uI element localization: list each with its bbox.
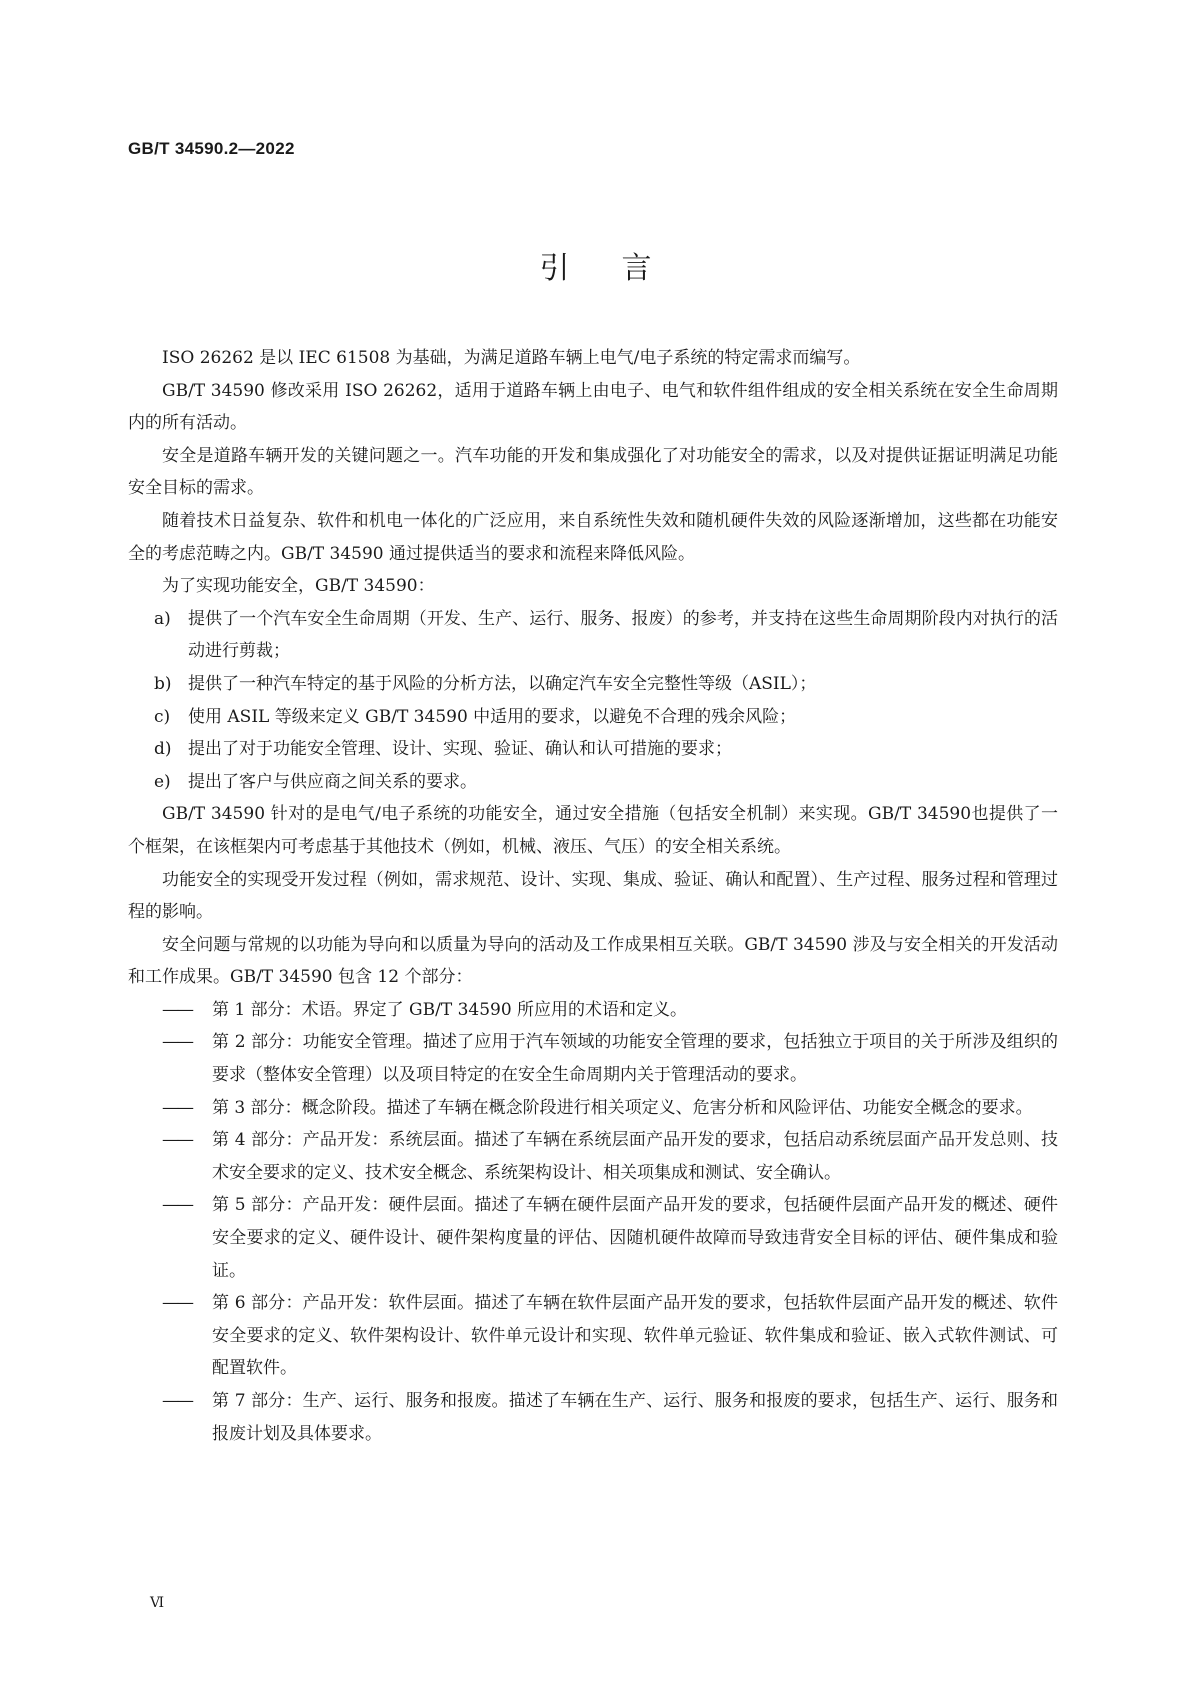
part-item	[128, 1287, 1058, 1385]
part-text: 第 7 部分：生产、运行、服务和报废。描述了车辆在生产、运行、服务和报废的要求，包括生产、运行、服务和报废计划及具体要求。	[212, 1391, 1058, 1444]
document-body	[128, 342, 1058, 1450]
list-item	[128, 668, 1058, 701]
dash-marker: ——	[162, 1130, 192, 1151]
paragraph: 安全问题与常规的以功能为导向和以质量为导向的活动及工作成果相互关联。GB/T 34590 涉及与安全相关的开发活动和工作成果。GB/T 34590 包含 12 个部分：	[128, 934, 1058, 988]
part-text: 第 4 部分：产品开发：系统层面。描述了车辆在系统层面产品开发的要求，包括启动系统层面产品开发总则、技术安全要求的定义、技术安全概念、系统架构设计、相关项集成和测试、安全确认。	[212, 1130, 1058, 1183]
document-id: GB/T 34590.2—2022	[128, 139, 295, 158]
list-label: d)	[154, 739, 172, 760]
part-text: 第 6 部分：产品开发：软件层面。描述了车辆在软件层面产品开发的要求，包括软件层面产品开发的概述、软件安全要求的定义、软件架构设计、软件单元设计和实现、软件单元验证、软件集成和验证、嵌入式软件测试、可配置软件。	[212, 1293, 1058, 1379]
paragraph: ISO 26262 是以 IEC 61508 为基础，为满足道路车辆上电气/电子系统的特定需求而编写。	[162, 348, 861, 368]
list-item	[128, 766, 1058, 799]
part-text: 第 3 部分：概念阶段。描述了车辆在概念阶段进行相关项定义、危害分析和风险评估、功能安全概念的要求。	[212, 1097, 1033, 1118]
list-text: 提出了客户与供应商之间关系的要求。	[188, 771, 477, 792]
part-text: 第 2 部分：功能安全管理。描述了应用于汽车领域的功能安全管理的要求，包括独立于项目的关于所涉及组织的要求（整体安全管理）以及项目特定的在安全生命周期内关于管理活动的要求。	[212, 1032, 1058, 1086]
list-item	[128, 603, 1058, 668]
paragraph: 随着技术日益复杂、软件和机电一体化的广泛应用，来自系统性失效和随机硬件失效的风险逐渐增加，这些都在功能安全的考虑范畴之内。GB/T 34590 通过提供适当的要求和流程来降低风险。	[128, 510, 1058, 564]
list-text: 提供了一个汽车安全生命周期（开发、生产、运行、服务、报废）的参考，并支持在这些生命周期阶段内对执行的活动进行剪裁；	[188, 608, 1058, 662]
dash-marker: ——	[162, 1293, 192, 1314]
part-text: 第 5 部分：产品开发：硬件层面。描述了车辆在硬件层面产品开发的要求，包括硬件层面产品开发的概述、硬件安全要求的定义、硬件设计、硬件架构度量的评估、因随机硬件故障而导致违背安全目标的评估、硬件集成和验证。	[212, 1195, 1058, 1281]
list-label: c)	[154, 706, 171, 727]
paragraph: GB/T 34590 针对的是电气/电子系统的功能安全，通过安全措施（包括安全机制）来实现。GB/T 34590也提供了一个框架，在该框架内可考虑基于其他技术（例如，机械、液压、气压）的安全相关系统。	[128, 804, 1058, 857]
part-item	[128, 1026, 1058, 1091]
part-text: 第 1 部分：术语。界定了 GB/T 34590 所应用的术语和定义。	[212, 999, 688, 1020]
part-item	[128, 1092, 1058, 1125]
list-item	[128, 701, 1058, 734]
part-item	[128, 1385, 1058, 1450]
dash-marker: ——	[162, 1032, 192, 1053]
list-item	[128, 733, 1058, 766]
list-text: 提供了一种汽车特定的基于风险的分析方法，以确定汽车安全完整性等级（ASIL）；	[188, 673, 817, 694]
part-item	[128, 994, 1058, 1027]
page-number: Ⅵ	[150, 1595, 165, 1611]
paragraph: 为了实现功能安全，GB/T 34590：	[162, 576, 435, 597]
part-item	[128, 1189, 1058, 1287]
list-label: e)	[154, 771, 171, 792]
paragraph: 安全是道路车辆开发的关键问题之一。汽车功能的开发和集成强化了对功能安全的需求，以及对提供证据证明满足功能安全目标的需求。	[128, 445, 1058, 499]
paragraph: GB/T 34590 修改采用 ISO 26262，适用于道路车辆上由电子、电气和软件组件组成的安全相关系统在安全生命周期内的所有活动。	[128, 380, 1058, 434]
dash-marker: ——	[162, 1195, 192, 1216]
dash-marker: ——	[162, 1391, 192, 1411]
part-item	[128, 1124, 1058, 1189]
list-text: 使用 ASIL 等级来定义 GB/T 34590 中适用的要求，以避免不合理的残余风险；	[188, 706, 797, 727]
paragraph: 功能安全的实现受开发过程（例如，需求规范、设计、实现、集成、验证、确认和配置）、生产过程、服务过程和管理过程的影响。	[128, 869, 1058, 923]
list-label: b)	[154, 673, 172, 694]
list-text: 提出了对于功能安全管理、设计、实现、验证、确认和认可措施的要求；	[188, 739, 732, 760]
list-label: a)	[154, 608, 171, 629]
dash-marker: ——	[162, 1097, 192, 1118]
page-title: 引言	[539, 251, 704, 286]
dash-marker: ——	[162, 999, 192, 1020]
